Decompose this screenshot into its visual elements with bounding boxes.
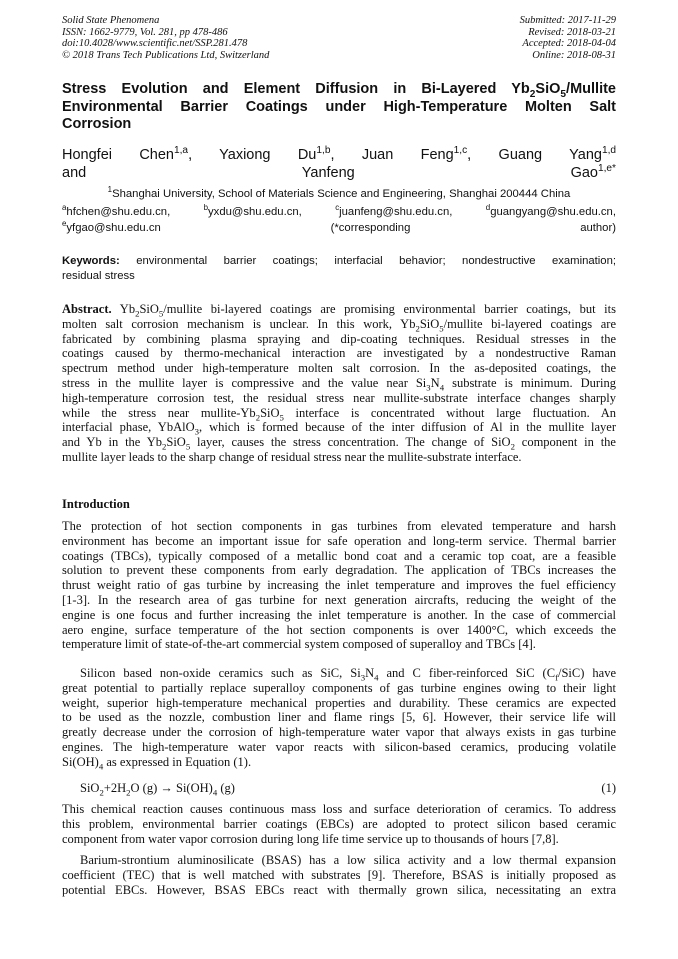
- paragraph-line: greatly decrease under the corrosion of high-temperature water vapor that always exists in gas turbine: [62, 725, 616, 740]
- paragraph-line: The protection of hot section components in gas turbines from elevated temperature and harsh: [62, 519, 616, 533]
- journal-issn: ISSN: 1662-9779, Vol. 281, pp 478-486: [62, 26, 228, 38]
- paragraph-line: This chemical reaction causes continuous mass loss and surface deterioration of ceramics. To address: [62, 802, 616, 816]
- author-list: [62, 146, 616, 182]
- title-line-2: Environmental Barrier Coatings under High-Temperature Molten Salt: [62, 98, 616, 115]
- journal-name: Solid State Phenomena: [62, 15, 160, 26]
- abstract-line: coatings caused by thermo-mechanical interaction are investigated by a nondestructive Raman: [62, 346, 616, 361]
- equation-1: [80, 781, 616, 796]
- paragraph-line: coatings (TBCs), typically composed of a metallic bond coat and a ceramic top coat, are a feasible: [62, 548, 616, 563]
- date-revised: Revised: 2018-03-21: [528, 26, 616, 38]
- abstract-line: and Yb in the $Yb_2SiO_5$ layer, causes the stress concentration. The change of SiO$_2$ component in the: [62, 435, 616, 452]
- emails-line-1: $^a$hfchen@shu.edu.cn, $^b$yxdu@shu.edu.cn, $^c$juanfeng@shu.edu.cn, $^d$guangyang@shu.edu.cn,: [62, 203, 616, 218]
- paragraph-line: engine is one focus and further increasing the inlet temperature is another. In the case of commercial: [62, 607, 616, 622]
- paragraph-line: thrust weight ratio of gas turbine by increasing the inlet temperature and improves the fuel efficiency: [62, 578, 616, 593]
- author-emails: [62, 205, 616, 236]
- paragraph-line: great potential to partially replace superalloy components of gas turbine engines owing to their light: [62, 680, 616, 695]
- paragraph-line: aero engine, surface temperature of the hot section components is over 1400°C, which exceeds the: [62, 622, 616, 637]
- abstract: [62, 302, 616, 465]
- paragraph-line: engines. The high-temperature water vapor reacts with silicon-based ceramics, producing volatile: [62, 739, 616, 754]
- intro-paragraph-1: [62, 519, 616, 652]
- keywords-line-1: Keywords: environmental barrier coatings; interfacial behavior; nondestructive examination;: [62, 255, 616, 267]
- intro-paragraph-4: [62, 853, 616, 897]
- paragraph-line: temperature limit of state-of-the-art commercial system composed of superalloy and TBCs [4].: [62, 637, 536, 652]
- keywords-line-2: residual stress: [62, 269, 135, 282]
- paragraph-line: potential EBCs. However, BSAS EBCs react with thermally grown silica, necessitating an extra: [62, 882, 616, 897]
- abstract-line: high-temperature corrosion test, the residual stress near mullite-substrate interface changes sharply: [62, 390, 616, 405]
- paragraph-line: this problem, environmental barrier coatings (EBCs) are adopted to protect silicon based ceramic: [62, 816, 616, 831]
- journal-header-right: [520, 15, 616, 61]
- journal-doi: doi:10.4028/www.scientific.net/SSP.281.478: [62, 38, 248, 49]
- keywords: [62, 254, 616, 283]
- title-line-1: Stress Evolution and Element Diffusion in Bi-Layered $Yb_2SiO_5$/Mullite: [62, 81, 616, 100]
- abstract-line: interfacial phase, YbAlO$_3$, which is formed because of the inter diffusion of Al in the mullite layer: [62, 420, 616, 437]
- abstract-line: fabricated by combining plasma spraying and dip-coating techniques. Residual stresses in the: [62, 331, 616, 346]
- intro-paragraph-2: [62, 666, 616, 770]
- journal-copyright: © 2018 Trans Tech Publications Ltd, Switzerland: [62, 49, 270, 61]
- paragraph-line: component from water vapor corrosion during long life time service up to thousands of hours [7,8].: [62, 831, 559, 846]
- title-line-3: Corrosion: [62, 116, 132, 132]
- paragraph-line: Silicon based non-oxide ceramics such as SiC, $Si_3N_4$ and C fiber-reinforced SiC $(C_f/SiC)$ have: [80, 666, 616, 683]
- date-accepted: Accepted: 2018-04-04: [522, 38, 616, 49]
- date-online: Online: 2018-08-31: [532, 49, 616, 61]
- paragraph-line: $Si(OH)_4$ as expressed in Equation (1).: [62, 754, 252, 772]
- abstract-line: mullite layer leads to the sharp change of residual stress near the mullite-substrate interface.: [62, 449, 522, 464]
- paragraph-line: Barium-strontium aluminosilicate (BSAS) has a low silica activity and a low thermal expansion: [80, 853, 616, 867]
- affiliation: $^1$Shanghai University, School of Materials Science and Engineering, Shanghai 200444 China: [107, 185, 571, 200]
- emails-line-2: $^e$yfgao@shu.edu.cn (*corresponding author): [62, 218, 616, 234]
- paragraph-line: solution to prevent these components from early degradation. The application of TBCs increases the: [62, 563, 616, 578]
- date-submitted: Submitted: 2017-11-29: [519, 15, 616, 26]
- paragraph-line: to be used as the nozzle, combustion liner and flame rings [5, 6]. However, their service life will: [62, 710, 616, 725]
- abstract-line: stress in the mullite layer is compressive and the value near $Si_3N_4$ substrate is minimum. During: [62, 375, 616, 393]
- paragraph-line: [1-3]. In the research area of gas turbine for next generation aircrafts, reducing the weight of the: [62, 592, 616, 607]
- abstract-line: molten salt corrosion mechanism is unclear. In this work, $Yb_2SiO_5$/mullite bi-layered coatings are: [62, 316, 617, 334]
- authors-line-1: Hongfei Chen$^{1,a}$, Yaxiong Du$^{1,b}$, Juan Feng$^{1,c}$, Guang Yang$^{1,d}$: [62, 145, 617, 163]
- abstract-line: Abstract. $Yb_2SiO_5$/mullite bi-layered coatings are promising environmental barrier coatings, but its: [62, 302, 616, 319]
- paper-title: [62, 81, 616, 134]
- paragraph-line: weight, superior high-temperature mechanical properties and durability. These ceramics are expected: [62, 695, 616, 710]
- section-heading-introduction: Introduction: [62, 497, 130, 511]
- paragraph-line: environment has become an important issue for safe operation and long-term service. Thermal barrier: [62, 533, 616, 548]
- intro-paragraph-3: [62, 802, 616, 846]
- authors-line-2: and Yanfeng Gao$^{1,e*}$: [62, 163, 616, 181]
- abstract-line: while the stress near mullite-$Yb_2SiO_5$ interface is concentrated without large fluctuation. An: [62, 405, 616, 423]
- abstract-line: spectrum method under high-temperature molten salt corrosion. In the as-deposited coatings, the: [62, 361, 616, 376]
- paragraph-line: coefficient (TEC) that is well matched with substrates [9]. Therefore, BSAS is initially proposed as: [62, 867, 616, 882]
- equation-expression: $SiO_2+2H_2O$ $(g) \to Si(OH)_4$ (g): [80, 781, 235, 798]
- equation-number: (1): [601, 781, 616, 795]
- journal-header-left: [62, 15, 269, 61]
